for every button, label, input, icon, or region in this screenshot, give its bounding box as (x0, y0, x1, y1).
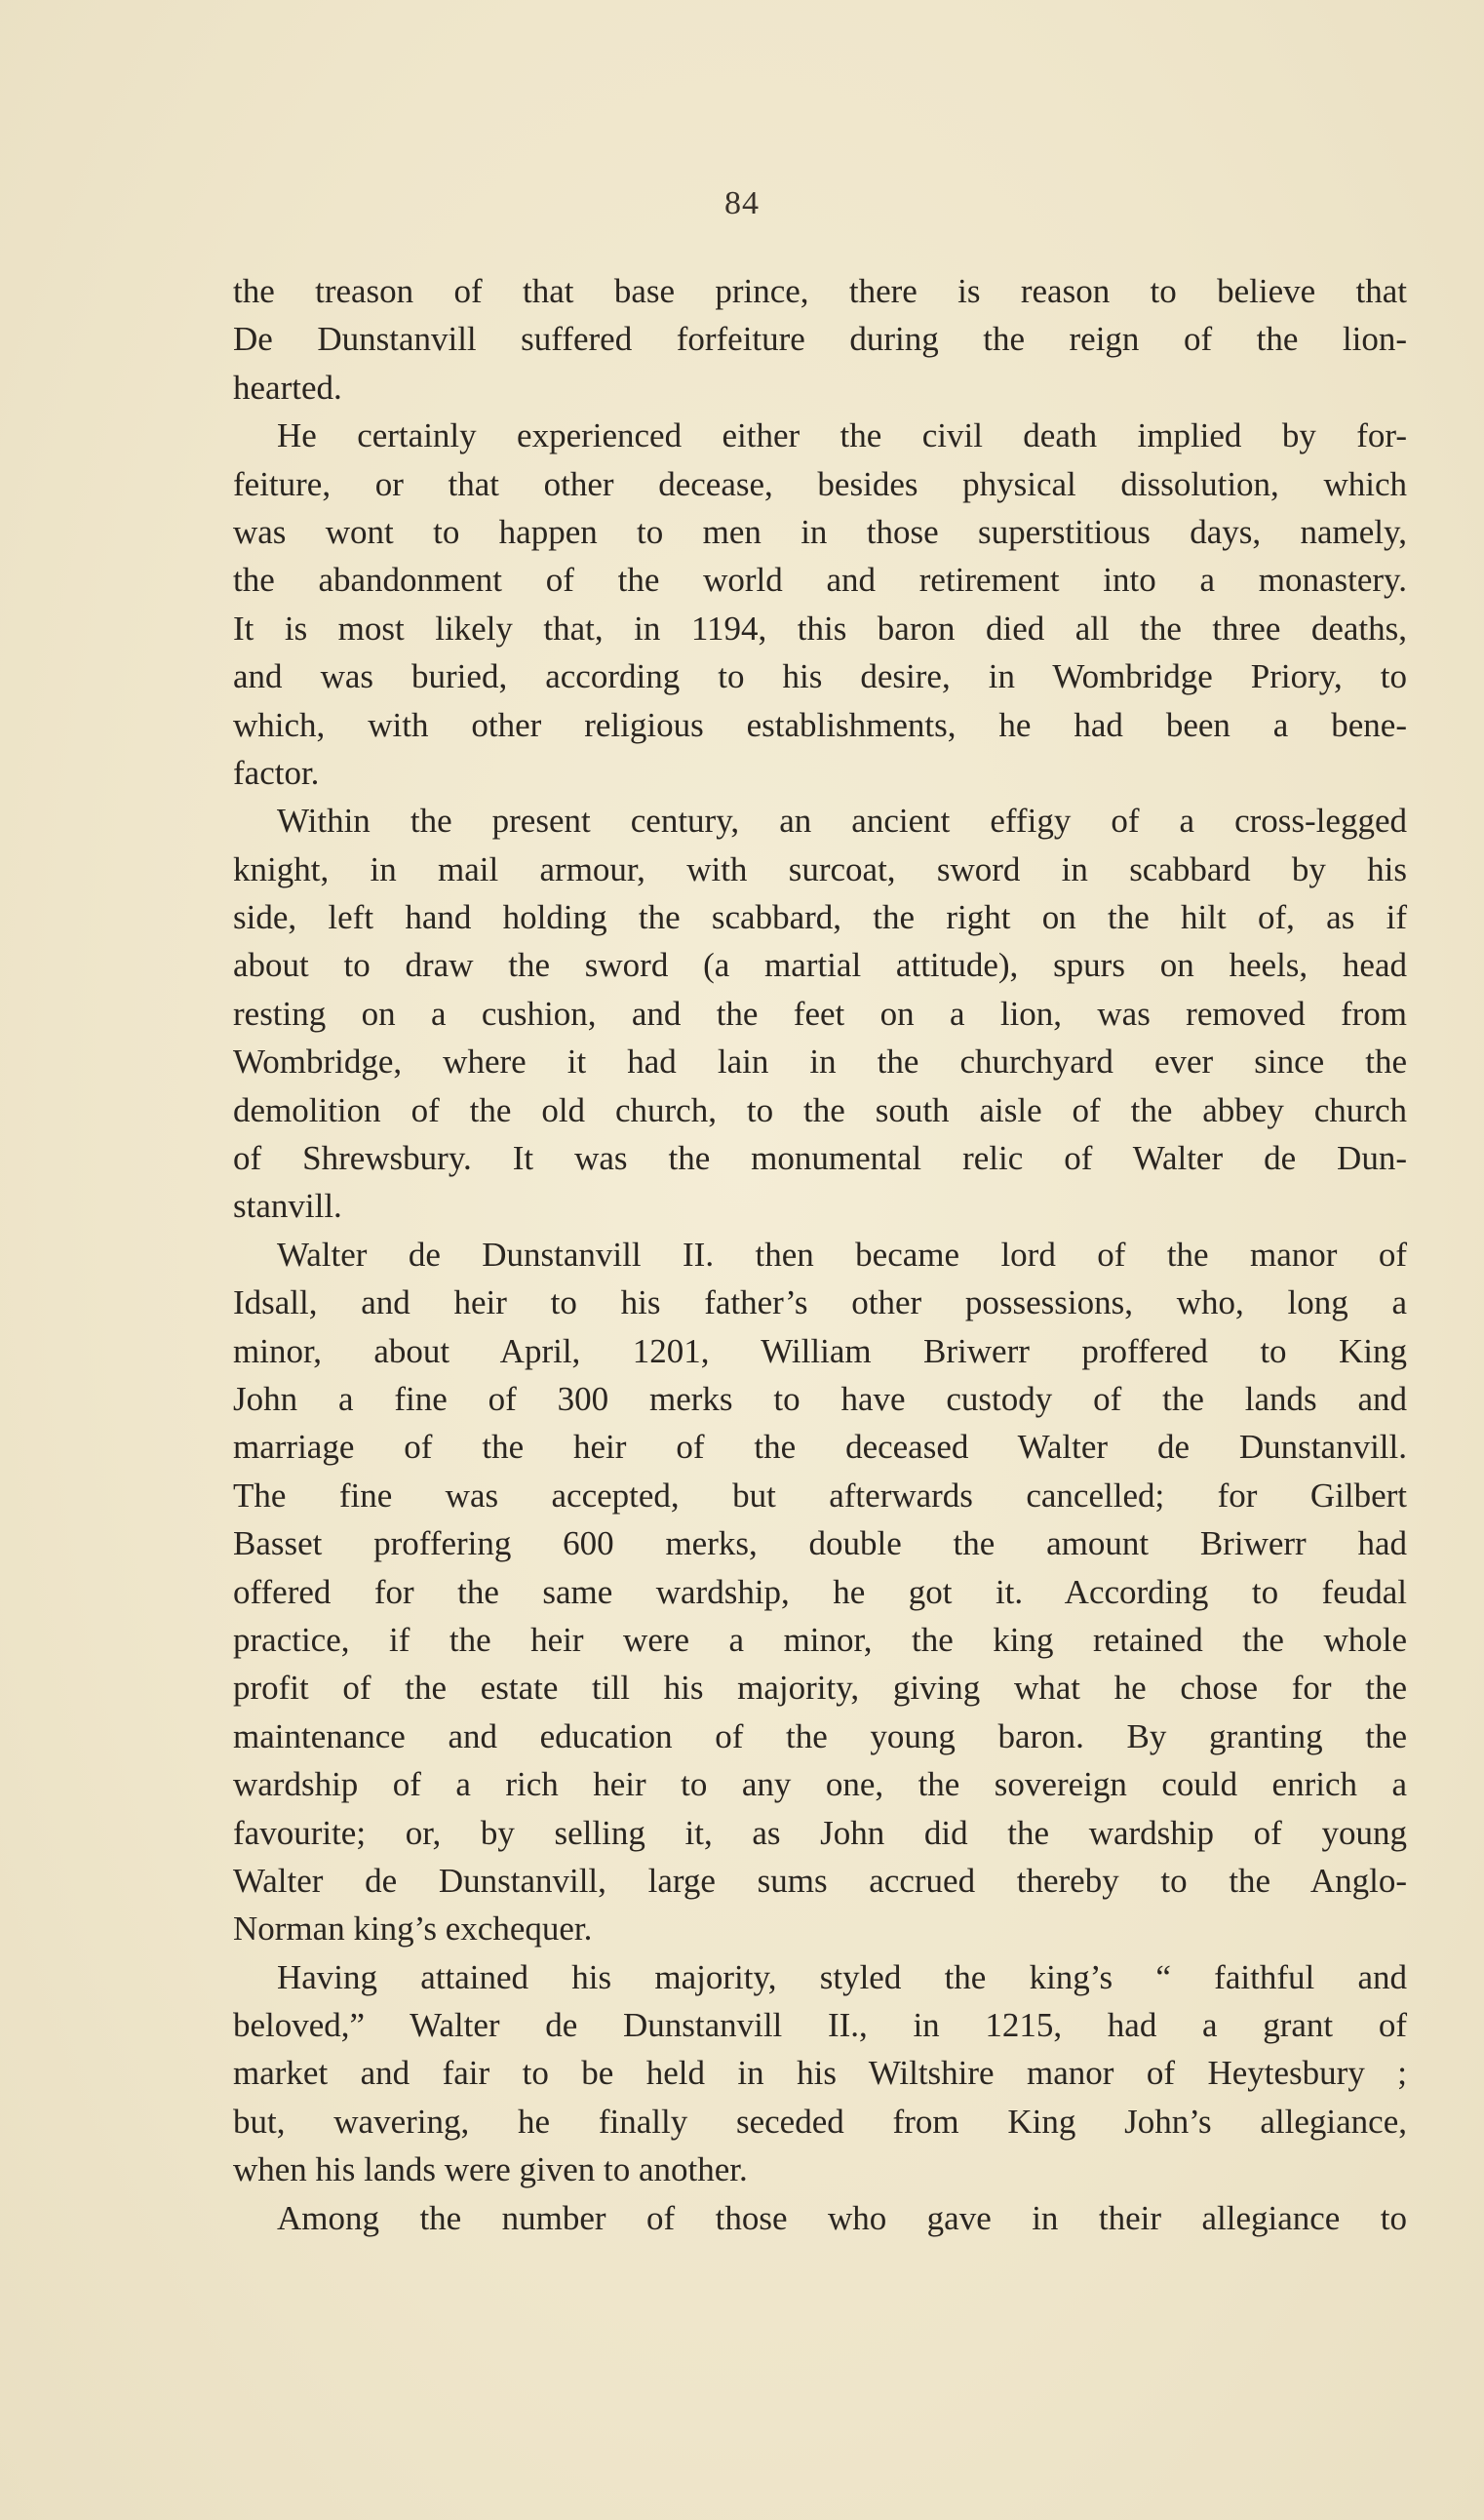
text-line: beloved,” Walter de Dunstanvill II., in 1215, had a grant of (233, 2006, 1407, 2045)
text-line: Walter de Dunstanvill, large sums accrued thereby to the Anglo- (233, 1861, 1407, 1900)
text-line: when his lands were given to another. (233, 2150, 748, 2189)
text-line: offered for the same wardship, he got it. According to feudal (233, 1572, 1407, 1611)
text-line: minor, about April, 1201, William Briwerr proffered to King (233, 1331, 1407, 1370)
text-line: the treason of that base prince, there is reason to believe that (233, 272, 1407, 310)
text-line: Within the present century, an ancient effigy of a cross-legged (277, 802, 1407, 841)
text-line: knight, in mail armour, with surcoat, sword in scabbard by his (233, 849, 1407, 888)
text-line: market and fair to be held in his Wiltshire manor of Heytesbury ; (233, 2054, 1407, 2093)
text-line: which, with other religious establishments, he had been a bene- (233, 705, 1407, 744)
text-line: De Dunstanvill suffered forfeiture during the reign of the lion- (233, 320, 1407, 359)
body-text (233, 267, 1407, 2242)
text-line: John a fine of 300 merks to have custody of the lands and (233, 1379, 1407, 1418)
text-line: the abandonment of the world and retirement into a monastery. (233, 561, 1407, 600)
text-line: Norman king’s exchequer. (233, 1910, 593, 1949)
text-line: hearted. (233, 368, 342, 407)
text-line: and was buried, according to his desire, in Wombridge Priory, to (233, 657, 1407, 696)
text-line: side, left hand holding the scabbard, the right on the hilt of, as if (233, 898, 1407, 937)
text-line: It is most likely that, in 1194, this baron died all the three deaths, (233, 609, 1407, 648)
text-line: Idsall, and heir to his father’s other possessions, who, long a (233, 1283, 1407, 1322)
text-line: of Shrewsbury. It was the monumental relic of Walter de Dun- (233, 1139, 1407, 1178)
text-line: profit of the estate till his majority, giving what he chose for the (233, 1669, 1407, 1708)
text-line: demolition of the old church, to the south aisle of the abbey church (233, 1090, 1407, 1129)
text-line: He certainly experienced either the civil death implied by for- (277, 416, 1407, 455)
text-line: stanvill. (233, 1187, 342, 1226)
text-line: resting on a cushion, and the feet on a lion, was removed from (233, 994, 1407, 1033)
text-line: maintenance and education of the young baron. By granting the (233, 1716, 1407, 1755)
text-line: but, wavering, he finally seceded from King John’s allegiance, (233, 2102, 1407, 2141)
text-line: Walter de Dunstanvill II. then became lord of the manor of (277, 1235, 1407, 1274)
text-line: The fine was accepted, but afterwards cancelled; for Gilbert (233, 1476, 1407, 1515)
text-line: practice, if the heir were a minor, the king retained the whole (233, 1620, 1407, 1659)
text-line: favourite; or, by selling it, as John did the wardship of young (233, 1813, 1407, 1852)
text-line: about to draw the sword (a martial attitude), spurs on heels, head (233, 946, 1407, 985)
text-line: marriage of the heir of the deceased Walter de Dunstanvill. (233, 1428, 1407, 1467)
page-number: 84 (724, 185, 760, 221)
text-line: Having attained his majority, styled the king’s “ faithful and (277, 1957, 1407, 1996)
text-line: feiture, or that other decease, besides physical dissolution, which (233, 464, 1407, 503)
text-line: wardship of a rich heir to any one, the sovereign could enrich a (233, 1765, 1407, 1804)
text-line: Wombridge, where it had lain in the churchyard ever since the (233, 1043, 1407, 1082)
text-line: was wont to happen to men in those superstitious days, namely, (233, 512, 1407, 551)
text-line: Basset proffering 600 merks, double the amount Briwerr had (233, 1524, 1407, 1563)
text-line: Among the number of those who gave in their allegiance to (277, 2198, 1407, 2237)
text-line: factor. (233, 753, 320, 792)
